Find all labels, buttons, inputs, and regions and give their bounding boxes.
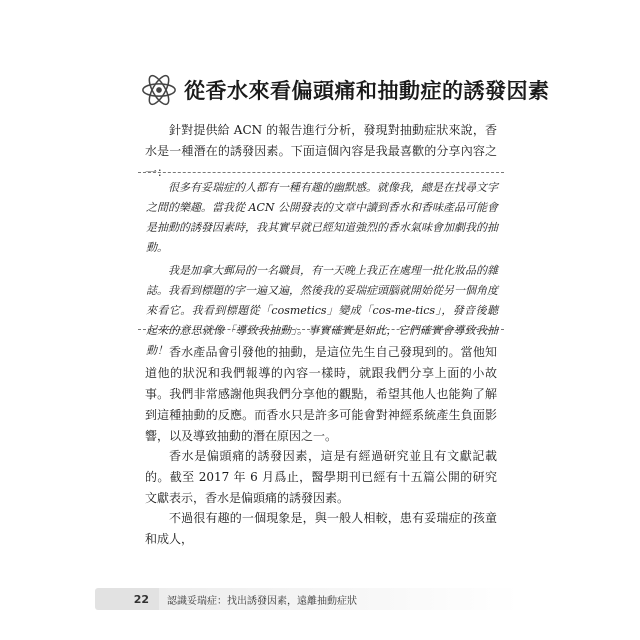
running-title: 認識妥瑞症：找出誘發因素，遠離抽動症狀 [159, 588, 520, 610]
quote-box [138, 172, 504, 357]
section-title: 從香水來看偏頭痛和抽動症的誘發因素 [184, 79, 550, 103]
intro-paragraph: 針對提供給 ACN 的報告進行分析，發現對抽動症狀來說，香水是一種潛在的誘發因素。下面這個內容是我最喜歡的分享內容之一： [145, 123, 497, 179]
atom-icon [140, 71, 178, 109]
body-paragraph-3: 香水是偏頭痛的誘發因素，這是有經過研究並且有文獻記載的。截至 2017 年 6 月爲止，醫學期刊已經有十五篇公開的研究文獻表示，香水是偏頭痛的誘發因素。 [145, 449, 497, 505]
quote-paragraph-2: 我是加拿大郵局的一名職員，有一天晚上我正在處理一批化妝品的雜誌。我看到標題的字一遍又遍，然後我的妥瑞症頭腦就開始從另一個角度來看它。我看到標題從「cosmetics」變成「cos-me-tics」，發音後聽起來的意思就像「導致我抽動」。事實確實是如此，它們確實會導致我抽動！ [146, 264, 498, 357]
body-paragraph-2: 香水產品會引發他的抽動，是這位先生自己發現到的。當他知道他的狀況和我們報導的內容一樣時，就跟我們分享上面的小故事。我們非常感謝他與我們分享他的觀點，希望其他人也能夠了解到這種抽動的反應。而香水只是許多可能會對神經系統產生負面影響，以及導致抽動的潛在原因之一。 [145, 345, 497, 443]
section-heading [140, 68, 550, 112]
page-footer [95, 588, 520, 610]
body-paragraph-4: 不過很有趣的一個現象是，與一般人相較，患有妥瑞症的孩童和成人， [145, 511, 497, 546]
quote-paragraph-1: 很多有妥瑞症的人都有一種有趣的幽默感。就像我，總是在找尋文字之間的樂趣。當我從 ACN 公開發表的文章中讀到香水和香味產品可能會是抽動的誘發因素時，我其實早就已經知道強烈的香水氣味會加劇我的抽動。 [146, 181, 498, 254]
page-number: 22 [95, 588, 159, 610]
